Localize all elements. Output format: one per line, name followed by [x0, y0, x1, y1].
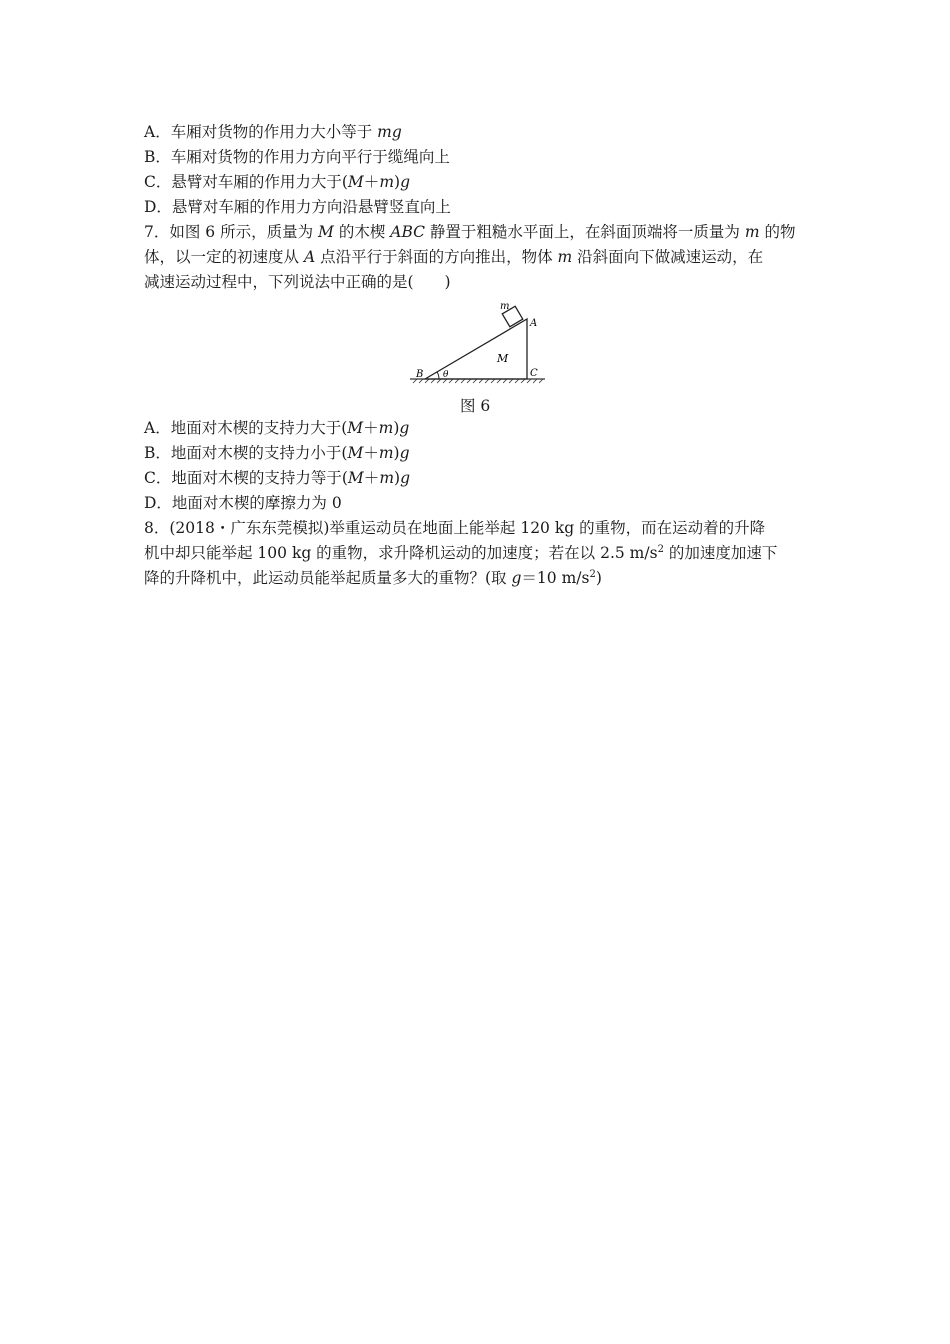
- paren: ): [394, 469, 401, 487]
- q8-stem-line3: [144, 567, 602, 589]
- symbol-m: m: [378, 444, 394, 462]
- q6-option-d: D．悬臂对车厢的作用力方向沿悬臂竖直向上: [144, 198, 451, 216]
- text: C．地面对木楔的支持力等于(: [144, 469, 348, 487]
- symbol-M: M: [347, 469, 364, 487]
- plus: ＋: [363, 173, 380, 191]
- symbol-m: m: [379, 469, 395, 487]
- label-C: C: [530, 368, 538, 379]
- wedge-diagram: [405, 297, 550, 387]
- q7-stem-line1: [144, 221, 795, 243]
- plus: ＋: [363, 444, 379, 462]
- q8-stem-line2: [144, 542, 777, 564]
- symbol-m: m: [379, 173, 395, 191]
- symbol-A: A: [303, 248, 316, 266]
- wedge-triangle: [425, 319, 527, 379]
- text: C．悬臂对车厢的作用力大于(: [144, 173, 348, 191]
- text: 的木楔: [333, 223, 391, 241]
- plus: ＋: [363, 419, 379, 437]
- symbol-M: M: [318, 223, 334, 241]
- q7-stem-line3: 减速运动过程中，下列说法中正确的是( ): [144, 273, 451, 291]
- symbol-m: m: [378, 419, 394, 437]
- text: ): [595, 569, 602, 587]
- q7-option-a: [144, 417, 409, 439]
- symbol-g: g: [399, 419, 410, 437]
- label-B: B: [416, 369, 424, 380]
- q7-option-b: [144, 442, 410, 464]
- text: 7．如图 6 所示，质量为: [144, 223, 319, 241]
- superscript: 2: [657, 544, 664, 555]
- text: A．地面对木楔的支持力大于(: [144, 419, 348, 437]
- text: 机中却只能举起 100 kg 的重物，求升降机运动的加速度；若在以 2.5 m/s: [144, 544, 658, 562]
- q7-stem-line2: [144, 246, 763, 268]
- q6-option-a: [144, 121, 402, 143]
- q7-option-c: [144, 467, 410, 489]
- figure-caption: 图 6: [460, 397, 491, 415]
- q8-stem-line1: 8．(2018・广东东莞模拟)举重运动员在地面上能举起 120 kg 的重物，而在运动着的升降: [144, 519, 766, 537]
- text: 的加速度加速下: [663, 544, 778, 562]
- label-A: A: [530, 318, 538, 329]
- text: B．地面对木楔的支持力小于(: [144, 444, 348, 462]
- symbol-g: g: [511, 569, 522, 587]
- label-m: m: [500, 301, 510, 312]
- text: 沿斜面向下做减速运动，在: [572, 248, 764, 266]
- symbol-M: M: [347, 444, 364, 462]
- text: 体，以一定的初速度从: [144, 248, 304, 266]
- paren: ): [393, 419, 400, 437]
- label-M: M: [497, 352, 509, 365]
- q6-option-b: B．车厢对货物的作用力方向平行于缆绳向上: [144, 148, 450, 166]
- text: A．车厢对货物的作用力大小等于: [144, 123, 378, 141]
- paren: ): [393, 444, 400, 462]
- paren: ): [394, 173, 401, 191]
- text: ＝10 m/s: [521, 569, 590, 587]
- label-theta: θ: [443, 370, 449, 380]
- symbol-m: m: [557, 248, 573, 266]
- plus: ＋: [363, 469, 380, 487]
- text: 的物: [759, 223, 796, 241]
- symbol-g: g: [399, 444, 410, 462]
- text: 降的升降机中，此运动员能举起质量多大的重物？(取: [144, 569, 512, 587]
- symbol-ABC: ABC: [390, 223, 425, 241]
- angle-arc: [437, 372, 439, 379]
- symbol-m: m: [744, 223, 760, 241]
- q6-option-c: [144, 171, 410, 193]
- symbol-g: g: [400, 173, 411, 191]
- symbol-M: M: [347, 419, 364, 437]
- symbol-M: M: [347, 173, 364, 191]
- text: 静置于粗糙水平面上，在斜面顶端将一质量为: [424, 223, 745, 241]
- symbol-g: g: [400, 469, 411, 487]
- symbol-mg: mg: [377, 123, 402, 141]
- text: 点沿平行于斜面的方向推出，物体: [315, 248, 558, 266]
- q7-option-d: D．地面对木楔的摩擦力为 0: [144, 494, 342, 512]
- superscript: 2: [589, 569, 596, 580]
